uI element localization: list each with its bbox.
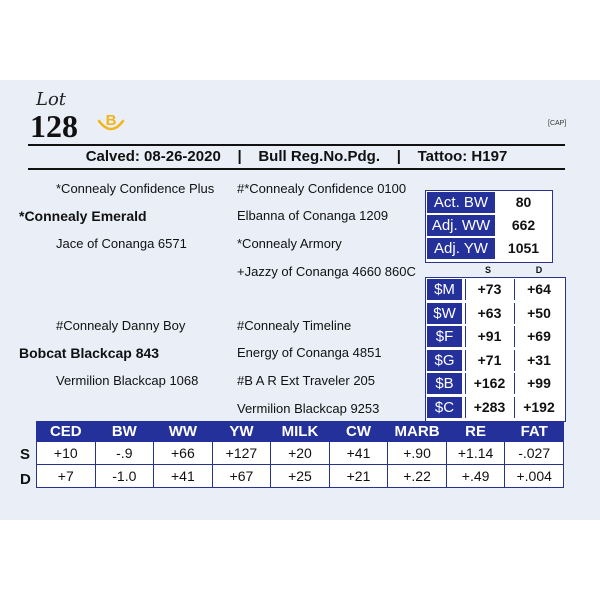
index-header-s: S [484,265,491,275]
header-info: Calved: 08-26-2020 | Bull Reg.No.Pdg. | Tattoo: H197 [85,148,508,165]
epd-cell: +21 [329,465,388,488]
epd-cell: +41 [154,465,213,488]
calved-date: Calved: 08-26-2020 [85,148,221,165]
index-header-d: D [535,265,543,275]
index-label: $G [427,350,462,371]
epd-cell: +.22 [388,465,447,488]
epd-header-cell: RE [446,422,505,442]
epd-cell: +7 [37,465,96,488]
pedigree-dam: Bobcat Blackcap 843 [19,345,160,361]
index-value-s: +162 [465,373,513,394]
badge-b-icon [96,111,126,133]
epd-table [36,421,564,488]
index-value-s: +63 [465,303,513,324]
weight-label-bw: Act. BW [427,192,495,213]
epd-cell: +1.14 [446,442,505,465]
weight-label-ww: Adj. WW [427,215,495,236]
weight-value-bw: 80 [498,192,549,213]
epd-header-cell: FAT [505,422,564,442]
index-label: $C [427,397,462,418]
epd-cell: +20 [271,442,330,465]
index-value-d: +69 [514,326,563,347]
epd-header-cell: WW [154,422,213,442]
epd-cell: +41 [329,442,388,465]
epd-header-row [37,422,564,442]
epd-header-cell: BW [95,422,154,442]
index-value-d: +64 [514,279,563,300]
lot-number: 128 [30,108,78,144]
index-value-s: +91 [465,326,513,347]
epd-cell: -.027 [505,442,564,465]
epd-row-d [37,465,564,488]
index-value-d: +192 [514,397,563,418]
index-value-s: +283 [465,397,513,418]
tattoo: Tattoo: H197 [417,148,508,165]
epd-cell: -1.0 [95,465,154,488]
pedigree-ss-sire: #*Connealy Confidence 0100 [237,181,407,196]
index-label: $W [427,303,462,324]
epd-cell: +127 [212,442,271,465]
index-value-d: +50 [514,303,563,324]
index-value-d: +31 [514,350,563,371]
cap-tag: [CAP] [548,120,567,127]
weight-label-yw: Adj. YW [427,238,495,259]
weight-value-ww: 662 [498,215,549,236]
weight-value-yw: 1051 [498,238,549,259]
pedigree-dd-sire: #B A R Ext Traveler 205 [237,373,376,388]
pedigree-sire-dam: Jace of Conanga 6571 [56,236,187,251]
index-value-s: +73 [465,279,513,300]
badge-letter: B [105,112,117,129]
registration: Bull Reg.No.Pdg. [258,148,381,165]
index-value-s: +71 [465,350,513,371]
epd-header-cell: CW [329,422,388,442]
pedigree-sire-sire: *Connealy Confidence Plus [56,181,215,196]
pedigree-sd-dam: +Jazzy of Conanga 4660 860C [237,264,416,279]
index-label: $M [427,279,462,300]
pedigree-sd-sire: *Connealy Armory [237,236,342,251]
epd-cell: +.004 [505,465,564,488]
epd-cell: +25 [271,465,330,488]
pedigree-ds-sire: #Connealy Timeline [237,318,352,333]
epd-cell: +.49 [446,465,505,488]
epd-cell: +67 [212,465,271,488]
pedigree-ds-dam: Energy of Conanga 4851 [237,345,382,360]
epd-row-label-d: D [20,471,31,488]
index-label: $F [427,326,462,347]
index-label: $B [427,373,462,394]
epd-header-cell: YW [212,422,271,442]
epd-cell: +66 [154,442,213,465]
epd-header-cell: CED [37,422,96,442]
pedigree-dam-dam: Vermilion Blackcap 1068 [56,373,199,388]
epd-cell: -.9 [95,442,154,465]
epd-cell: +.90 [388,442,447,465]
pedigree-dam-sire: #Connealy Danny Boy [56,318,186,333]
header-rule-bottom [28,168,565,170]
pedigree-sire: *Connealy Emerald [19,208,147,224]
epd-header-cell: MILK [271,422,330,442]
epd-row-label-s: S [20,446,31,463]
index-value-d: +99 [514,373,563,394]
epd-header-cell: MARB [388,422,447,442]
epd-cell: +10 [37,442,96,465]
pedigree-ss-dam: Elbanna of Conanga 1209 [237,208,389,223]
lot-label: Lot [36,89,67,110]
epd-row-s [37,442,564,465]
header-rule-top [28,144,565,146]
pedigree-dd-dam: Vermilion Blackcap 9253 [237,401,380,416]
